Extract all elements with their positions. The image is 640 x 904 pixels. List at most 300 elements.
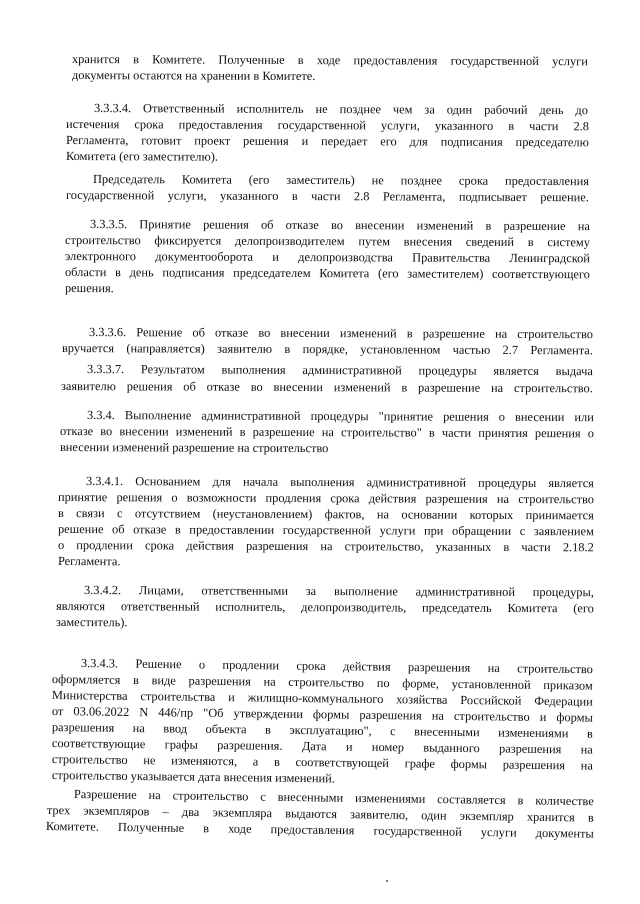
word: административной [201,408,301,423]
word: экземпляров [83,803,150,819]
document-line [86,474,594,491]
word: строительства [140,689,216,704]
word: строительство [517,661,593,677]
word: в [239,424,246,439]
word: 3.3.3.6. [88,325,127,340]
document-line: строительство указывается дата внесения изменений. [51,768,336,786]
word: отказе [215,325,249,340]
word: ходе [228,821,252,836]
word: передает [321,134,368,149]
word: Комитете. [45,819,100,834]
word: по [376,675,390,691]
document-line: решения. [64,281,114,296]
word: в [133,52,139,67]
word: на [487,660,500,676]
word: внесении [273,379,323,395]
word: заявителю [60,379,116,394]
word: чем [392,102,413,117]
word: предоставлении [189,522,275,537]
word: Решение [135,656,182,672]
word: Выполнение [124,408,192,423]
word: которых [469,507,514,522]
word: 3.3.3.4. [93,101,132,116]
document-line [72,52,588,69]
word: Председатель [92,172,166,187]
word: решения [443,409,489,424]
word: на [490,380,504,395]
word: изменений [175,424,233,439]
word: о [498,409,506,424]
word: делопроизводства [298,250,393,265]
word: с [390,724,396,739]
document-line [58,490,594,507]
word: формы [312,707,350,722]
word: эксплуатацию", [289,722,372,738]
word: срока [296,658,326,673]
word: два [181,804,200,820]
word: изменений [416,218,474,233]
word: заявлением [533,524,594,539]
word: (его [377,266,399,281]
word: (его [573,601,594,616]
word: является [493,363,539,378]
word: части [529,119,559,134]
document-line [58,506,594,523]
word: административной [366,475,467,490]
word: сведений [465,234,515,249]
word: являются [55,599,106,614]
word: разрешение [252,424,315,440]
word: формы [450,756,488,772]
word: изменяются, [171,753,238,769]
word: отказе [206,379,240,394]
word: решения [203,217,249,232]
word: на [580,742,593,757]
word: Федерации [534,693,593,709]
word: изменениями [354,790,426,806]
scan-speck [386,880,388,882]
document-line [87,362,593,379]
document-line [60,424,594,441]
word: разрешения [188,673,251,689]
word: 2.7 [502,342,519,357]
word: государственной [277,117,366,133]
word: внесенными [414,724,480,740]
word: разрешения [407,659,471,675]
document-line [94,101,588,118]
word: делопроизводитель, [301,600,407,615]
word: разрешения [245,538,309,554]
word: с [116,506,123,521]
word: Решение [136,325,183,340]
word: 2.8 [353,189,370,204]
word: подписывает [458,189,527,205]
word: выполнение [333,584,398,599]
word: в [517,793,524,808]
word: процедуры [310,408,369,424]
word: формы [556,710,593,725]
word: в [406,326,413,341]
word: Разрешение [73,787,137,802]
word: разрешения [51,720,115,735]
word: от [51,704,64,719]
word: 3.3.4. [86,408,115,423]
word: соответствующие [51,736,146,752]
word: на [494,326,508,341]
word: исполнитель [236,101,304,116]
word: изменениями [498,725,569,741]
word: ходе [316,53,341,68]
word: об [192,325,205,340]
word: строительство" [341,425,422,440]
document-line [62,341,593,358]
word: систему [547,235,590,250]
word: решения [243,133,289,148]
word: не [315,101,328,117]
word: 3.3.4.1. [85,474,124,489]
word: административной [415,584,516,599]
document-line [90,217,590,234]
word: – [162,804,169,819]
word: его [380,134,397,149]
word: Полученные [218,52,285,67]
word: виде [151,673,176,688]
word: строительство [453,708,530,724]
word: строительство. [513,380,593,396]
word: на [263,674,276,689]
word: вручается [61,341,115,356]
word: изменений [339,326,397,341]
word: решения [534,426,581,441]
word: Ответственный [143,101,225,116]
word: заявителю [217,341,273,356]
word: председатель [421,600,492,615]
word: частью [452,342,491,357]
word: порядке, [302,342,348,357]
word: внесении [119,424,169,439]
word: срока [144,538,175,553]
word: во [330,218,343,233]
word: внесенными [277,789,344,805]
word: подписания [162,265,225,280]
word: фиксируется [154,233,222,248]
word: путем [358,234,390,249]
document-line [66,117,589,134]
word: электронного [64,249,137,264]
word: а [252,754,259,769]
document-line: Комитета (его заместителю). [65,149,219,164]
word: объекта [205,721,247,737]
word: в [527,235,534,250]
word: государственной [450,53,539,69]
word: разрешения [359,707,422,723]
word: в [203,821,210,836]
word: срока [134,117,164,132]
word: решение. [540,190,589,205]
word: внесении [355,218,405,233]
word: части [311,189,341,204]
word: в [297,52,304,68]
word: возможности [186,490,257,505]
word: 2.18.2 [562,540,594,555]
word: выполнения [290,474,355,490]
word: "принятие [378,409,434,424]
word: внесении [515,409,565,425]
word: действия [342,659,391,674]
word: установленной [451,676,531,692]
word: (неустановлением) [212,506,313,522]
word: позднее [339,102,382,117]
word: приказом [543,678,593,693]
word: соответствующей [295,754,390,771]
word: проект [194,133,231,148]
word: в [485,218,492,233]
word: принимается [525,508,594,523]
word: делопроизводителем [234,233,345,249]
word: один [421,808,447,823]
word: Министерства [51,688,128,703]
document-line [65,249,590,266]
word: 3.3.3.7. [86,362,125,377]
document-line [58,538,594,555]
word: предоставления [505,173,589,189]
word: связи [76,506,105,521]
document-line [84,583,594,600]
document-line [61,379,593,396]
word: в [401,380,408,395]
word: и [539,709,547,725]
word: строительство [64,233,141,248]
word: строительство [172,788,249,804]
word: Комитета [507,600,558,616]
word: начала [242,474,279,489]
word: и [228,690,235,705]
word: на [148,788,161,803]
word: в [508,118,515,133]
word: графы [164,737,198,752]
word: Ленинградской [509,250,590,266]
word: экземпляра [212,805,273,821]
document-line [87,408,594,425]
word: заявителю, [349,807,409,823]
word: части [441,425,472,440]
word: и [345,739,353,754]
word: является [548,476,594,491]
word: Комитета [181,172,232,187]
word: указанных [435,539,492,554]
word: услуги [552,54,588,69]
word: на [376,507,390,522]
word: в [428,425,435,440]
word: разрешения [502,757,566,773]
word: услуги [379,523,416,538]
word: в [503,539,510,554]
word: хранится [71,52,120,67]
word: указанного [220,188,279,203]
word: об [183,379,196,394]
word: Регламента, [65,133,129,148]
word: изменений [333,380,391,395]
word: области [64,265,107,280]
word: в [273,754,280,769]
word: выполнения [221,362,286,377]
word: соответствующего [492,266,590,282]
word: Дата [301,739,327,754]
word: при [423,523,444,538]
word: процедуры [418,363,477,378]
word: принятия [478,425,528,441]
word: продлении [222,657,280,673]
word: о [587,426,594,441]
word: предоставления [178,117,263,132]
document-line [56,599,594,616]
word: "Об [203,705,224,721]
word: для [212,474,231,489]
document-line [58,522,594,539]
word: в [264,722,272,737]
word: во [100,424,113,439]
word: Регламента. [530,343,593,358]
word: в [284,341,291,356]
word: день [539,102,564,118]
word: N [139,705,149,720]
word: строительство [51,752,128,767]
word: принятие [57,490,108,505]
word: с [260,789,266,804]
word: (направляется) [126,341,205,356]
word: продления [265,490,322,506]
word: на [321,425,334,440]
document-line [89,325,593,342]
word: действия [368,491,417,506]
word: день [129,265,154,280]
word: в [132,672,139,688]
word: разрешение [503,218,566,234]
word: 2.8 [573,119,589,134]
word: на [577,219,590,234]
word: председателю [515,134,589,150]
word: разрешения [498,741,562,757]
word: услуги, [380,118,420,133]
word: разрешение [418,380,481,395]
word: о [198,657,206,672]
word: разрешения. [217,738,283,753]
word: выдача [555,364,593,379]
word: на [320,539,333,554]
word: Правительства [412,250,491,265]
word: продлении [76,538,133,553]
word: внесении [280,325,330,341]
word: во [250,379,263,394]
word: хозяйства [396,692,448,707]
word: документы [535,825,594,841]
word: Результатом [140,362,205,377]
word: государственной [282,522,372,538]
word: решение [57,522,104,537]
word: Комитета [319,266,370,281]
word: части [521,540,551,555]
word: в [115,265,121,280]
word: и [272,249,279,264]
document-line [66,133,589,150]
word: разрешение [422,326,485,341]
word: утверждении [233,706,303,722]
word: форме, [402,676,440,691]
word: обращении [451,523,512,538]
word: административной [302,362,402,378]
word: оформляется [51,672,121,687]
word: в [586,726,593,741]
word: процедуры, [532,584,594,600]
word: разрешения [425,491,488,506]
word: до [575,103,588,118]
word: отсутствием [134,506,201,521]
word: государственной [65,188,155,203]
word: один [446,102,473,117]
word: отказе [133,522,167,537]
word: выдаются [285,806,338,822]
word: предоставления [353,53,438,68]
word: 03.06.2022 [73,704,130,719]
word: во [258,325,271,340]
word: за [424,102,435,117]
document-line [93,172,589,189]
word: 446/пр [158,705,194,720]
word: графе [404,756,436,771]
word: на [496,491,510,506]
word: 3.3.3.5. [89,217,128,232]
word: заместителем) [407,266,484,281]
word: позднее [400,173,443,188]
word: услуги [480,825,517,840]
word: фактов, [324,507,365,522]
word: на [580,758,593,773]
word: трех [46,803,71,818]
word: ответственными [201,583,289,598]
word: заместитель) [286,172,355,188]
word: составляется [437,792,506,808]
word: в [291,188,298,204]
word: хранится [526,809,575,825]
word: о [57,538,65,553]
word: за [305,583,317,599]
word: решения [116,490,163,505]
word: установленном [360,342,441,357]
word: отказе [285,217,319,232]
word: срока [458,173,489,188]
word: количестве [535,793,594,809]
word: Регламента, [382,189,446,204]
word: истечения [65,117,120,132]
word: на [132,720,145,736]
document-line: Регламента. [57,554,121,569]
word: Полученные [117,820,185,835]
word: Российской [460,692,522,708]
word: о [171,490,178,505]
word: готовит [141,133,182,148]
word: предоставления [270,822,355,838]
document-line [65,265,590,282]
word: (его [248,172,270,187]
word: жилищно-коммунального [247,690,384,707]
document-line [66,188,589,205]
word: подписания [440,134,503,149]
word: срока [330,491,360,506]
word: не [143,753,156,768]
document-line: заместитель). [55,615,128,630]
word: на [431,708,445,723]
word: указанного [434,118,494,133]
